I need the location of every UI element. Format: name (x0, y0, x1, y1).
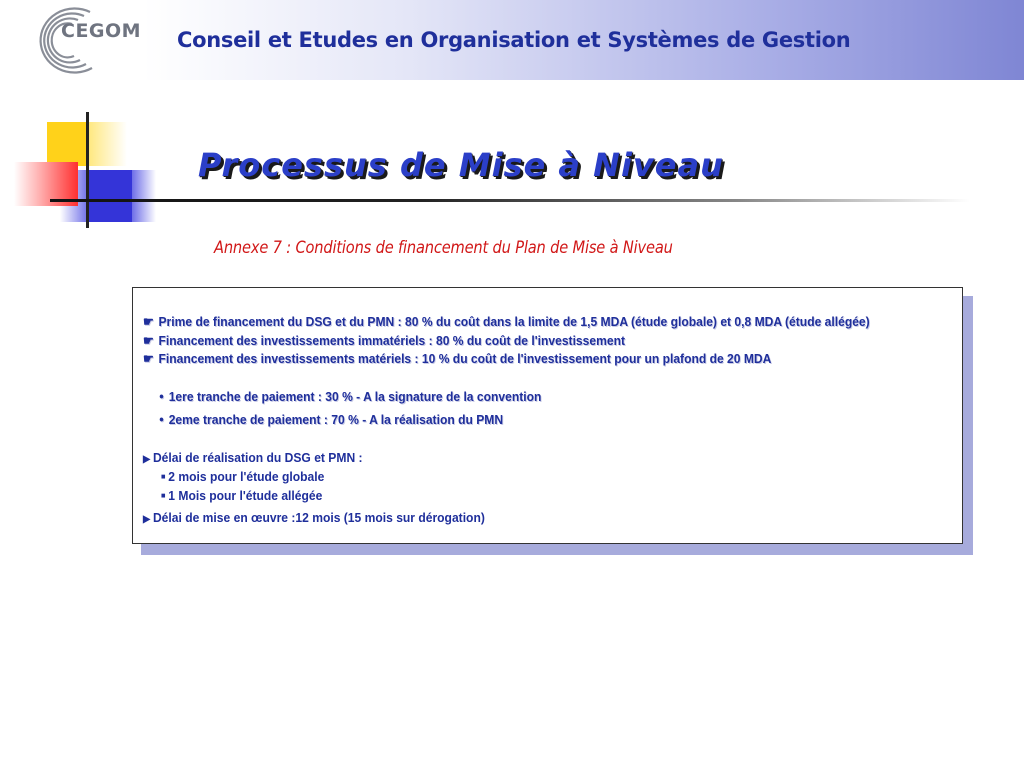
slide-title: Processus de Mise à Niveau (198, 146, 724, 184)
company-name: Conseil et Etudes en Organisation et Systèmes de Gestion (177, 28, 851, 52)
delay-item-2: ■ 1 Mois pour l'étude allégée (161, 488, 323, 503)
arrow-icon: ▶ (143, 454, 151, 465)
decor-blue-fade-right (132, 170, 156, 222)
decor-blue-square (88, 170, 132, 222)
slide-subtitle: Annexe 7 : Conditions de financement du Plan de Mise à Niveau (214, 238, 673, 258)
logo-text: CEGOM (61, 20, 142, 42)
financing-line-2: ☛ Financement des investissements immatériels : 80 % du coût de l'investissement (143, 333, 625, 348)
decor-vertical-line (86, 112, 89, 228)
title-underline (50, 199, 970, 202)
delay-item-1: ■ 2 mois pour l'étude globale (161, 469, 325, 484)
pointing-hand-icon: ☛ (143, 333, 154, 348)
decor-yellow-fade (87, 122, 127, 166)
content-box (132, 287, 963, 544)
square-bullet-icon: ■ (161, 472, 166, 481)
pointing-hand-icon: ☛ (143, 314, 154, 329)
financing-line-1: ☛ Prime de financement du DSG et du PMN : 80 % du coût dans la limite de 1,5 MDA (étude globale) et 0,8 MDA (étude allégée) (143, 314, 870, 329)
pointing-hand-icon: ☛ (143, 351, 154, 366)
delay-work: ▶ Délai de mise en œuvre :12 mois (15 mois sur dérogation) (143, 510, 485, 525)
bullet-dot-icon: ● (159, 391, 165, 401)
header-band (0, 0, 1024, 80)
tranche-line-2: ● 2eme tranche de paiement : 70 % - A la réalisation du PMN (159, 412, 504, 427)
financing-line-3: ☛ Financement des investissements matériels : 10 % du coût de l'investissement pour un plafond de 20 MDA (143, 351, 772, 366)
tranche-line-1: ● 1ere tranche de paiement : 30 % - A la signature de la convention (159, 389, 542, 404)
arrow-icon: ▶ (143, 514, 151, 525)
decor-yellow-square (47, 122, 87, 166)
bullet-dot-icon: ● (159, 414, 165, 424)
square-bullet-icon: ■ (161, 491, 166, 500)
delay-title: ▶ Délai de réalisation du DSG et PMN : (143, 450, 363, 465)
